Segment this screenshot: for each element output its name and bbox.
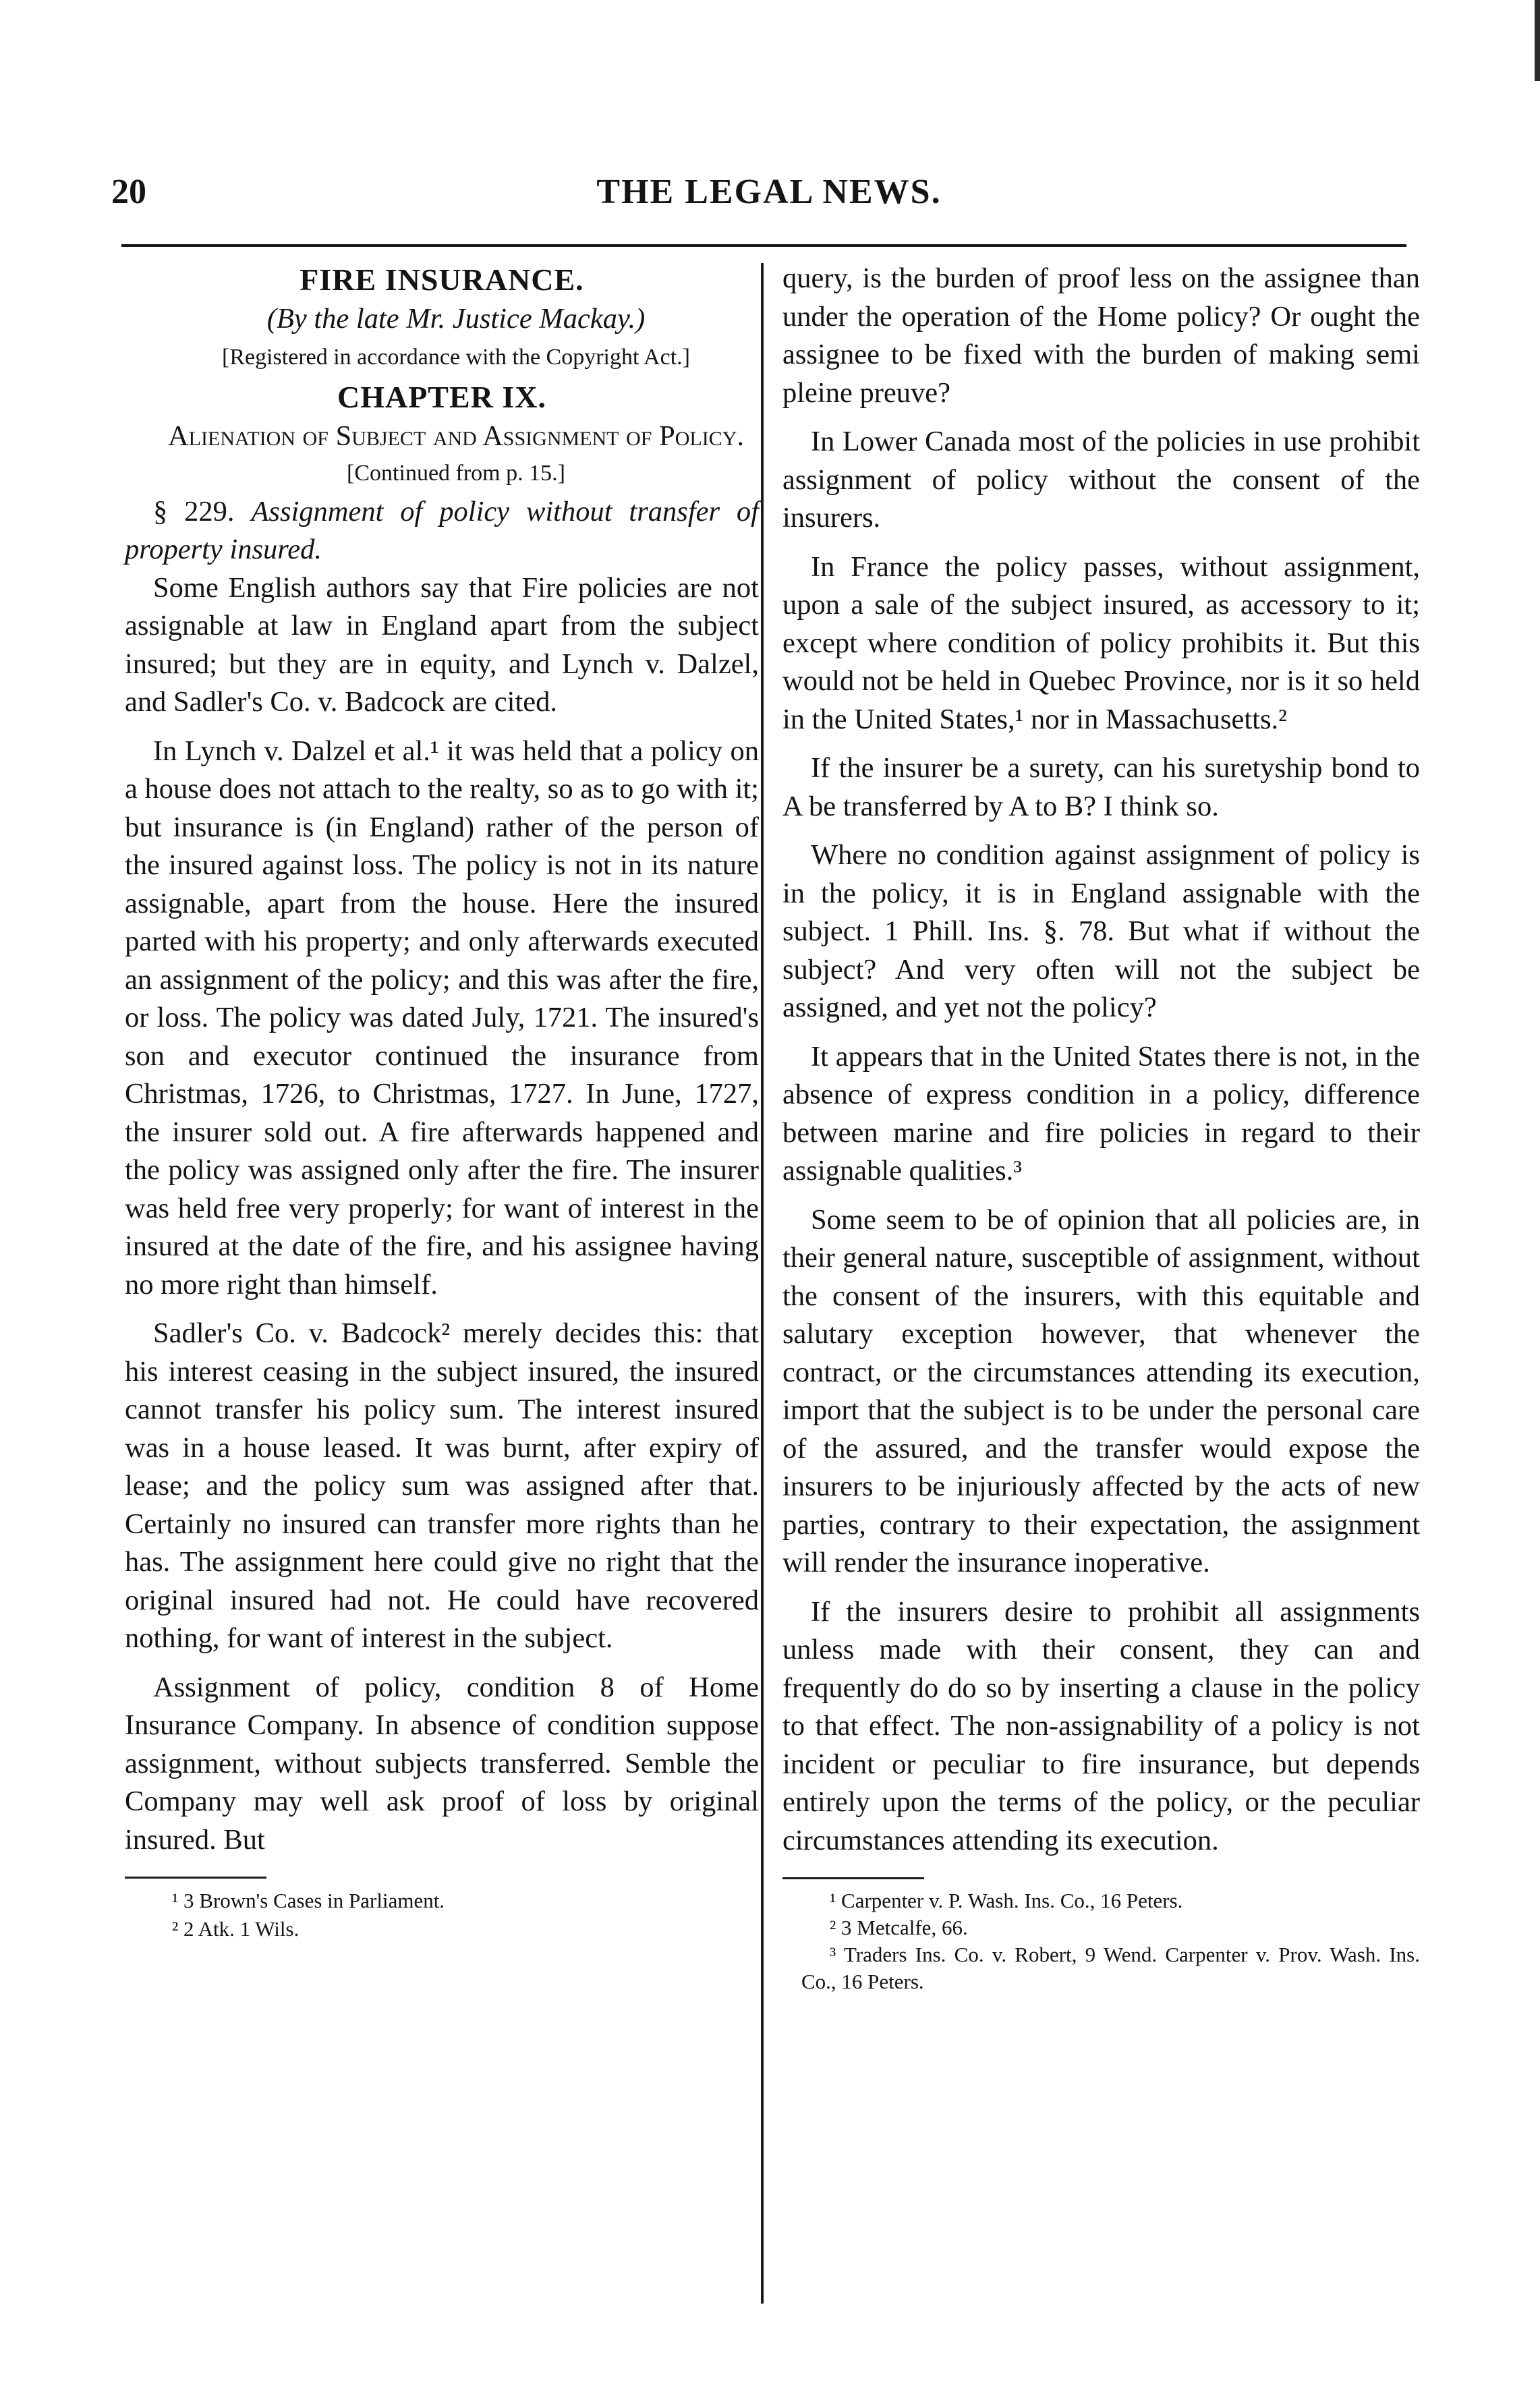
paragraph: If the insurers desire to prohibit all assignments unless made with their consent, they can and frequently do do so by inserting a clause in the policy to that effect. The non-assignability of a policy is not incident or peculiar to fire insurance, but depends entirely upon the terms of the policy, or the peculiar circumstances attending its execution. [782, 1595, 1420, 1856]
paragraph: Assignment of policy, condition 8 of Home Insurance Company. In absence of condition suppose assignment, without subjects transferred. Semble the Company may well ask proof of loss by original insured. But [125, 1671, 759, 1856]
running-title: THE LEGAL NEWS. [596, 173, 942, 211]
chapter-subtitle: Alienation of Subject and Assignment of Policy. [167, 420, 745, 452]
paragraph: Where no condition against assignment of policy is in the policy, it is in England assignable with the subject. 1 Phill. Ins. §. 78. But what if without the subject? And very often will not the subject be assigned, and yet not the policy? [782, 839, 1420, 1023]
paragraph: Sadler's Co. v. Badcock² merely decides this: that his interest ceasing in the subject insured, the insured cannot transfer his policy sum. The interest insured was in a house leased. It was burnt, after expiry of lease; and the policy sum was assigned after that. Certainly no insured can transfer more rights than he has. The assignment here could give no right that the original insured had not. He could have recovered nothing, for want of interest in the subject. [125, 1317, 759, 1654]
footnote: ² 3 Metcalfe, 66. [830, 1916, 968, 1939]
footnote: ³ Traders Ins. Co. v. Robert, 9 Wend. Carpenter v. Prov. Wash. Ins. Co., 16 Peters. [801, 1943, 1420, 1993]
left-column [125, 260, 759, 1943]
page-header [111, 172, 1427, 226]
paragraph: In Lynch v. Dalzel et al.¹ it was held that a policy on a house does not attach to the realty, so as to go with it; but insurance is (in England) rather of the person of the insured against loss. The policy is not in its nature assignable, apart from the house. Here the insured parted with his property; and only afterwards executed an assignment of the policy; and this was after the fire, or loss. The policy was dated July, 1721. The insured's son and executor continued the insurance from Christmas, 1726, to Christmas, 1727. In June, 1727, the insurer sold out. A fire afterwards happened and the policy was assigned only after the fire. The insurer was held free very properly; for want of interest in the insured at the date of the fire, and his assignee having no more right than himself. [125, 735, 759, 1301]
section-heading [125, 493, 759, 569]
paragraph: In France the policy passes, without assignment, upon a sale of the subject insured, as accessory to it; except where condition of policy prohibits it. But this would not be held in Quebec Province, nor is it so held in the United States,¹ nor in Massachusetts.² [782, 550, 1420, 735]
continued-note: [Continued from p. 15.] [347, 461, 565, 486]
article-title: FIRE INSURANCE. [300, 262, 584, 297]
header-rule [121, 244, 1406, 247]
footnote-rule [125, 1877, 266, 1879]
copyright-notice: [Registered in accordance with the Copyright Act.] [222, 344, 690, 370]
paragraph: Some seem to be of opinion that all policies are, in their general nature, susceptible of assignment, without the consent of the insurers, with this equitable and salutary exception however, that whenever the contract, or the circumstances attending its execution, import that the subject is to be under the personal care of the assured, and the transfer would expose the insurers to be injuriously affected by the acts of new parties, contrary to their expectation, the assignment will render the insurance inoperative. [782, 1203, 1420, 1578]
page-edge-mark [1535, 0, 1540, 81]
page-number: 20 [111, 173, 146, 211]
footnote-rule [782, 1877, 924, 1879]
section-heading-text: Assignment of policy without transfer of property insured. [125, 495, 759, 565]
chapter-heading: CHAPTER IX. [337, 380, 547, 414]
column-divider [761, 263, 764, 2304]
paragraph: Some English authors say that Fire policies are not assignable at law in England apart from the subject insured; but they are in equity, and Lynch v. Dalzel, and Sadler's Co. v. Badcock are cited. [125, 571, 759, 718]
paragraph: It appears that in the United States there is not, in the absence of express condition in a policy, difference between marine and fire policies in regard to their assignable qualities.³ [782, 1040, 1420, 1187]
footnote: ² 2 Atk. 1 Wils. [172, 1917, 300, 1941]
article-byline: (By the late Mr. Justice Mackay.) [266, 303, 646, 335]
right-column [782, 260, 1420, 1995]
section-number: § 229. [153, 495, 235, 527]
footnote: ¹ 3 Brown's Cases in Parliament. [172, 1889, 445, 1912]
footnote: ¹ Carpenter v. P. Wash. Ins. Co., 16 Peters. [830, 1889, 1183, 1912]
paragraph: query, is the burden of proof less on the assignee than under the operation of the Home policy? Or ought the assignee to be fixed with the burden of making semi pleine preuve? [782, 262, 1420, 409]
paragraph: If the insurer be a surety, can his suretyship bond to A be transferred by A to B? I think so. [782, 752, 1420, 822]
paragraph: In Lower Canada most of the policies in use prohibit assignment of policy without the consent of the insurers. [782, 426, 1420, 534]
